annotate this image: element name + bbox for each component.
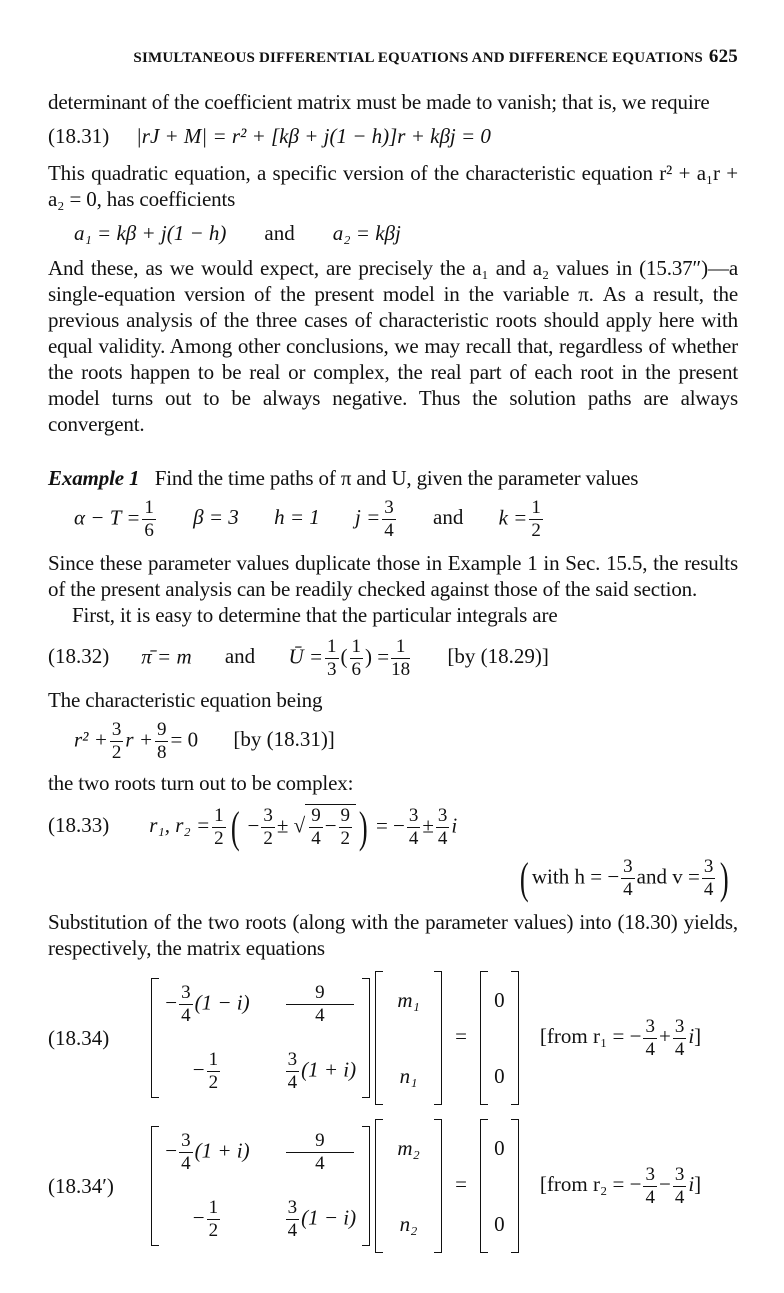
denominator: 2 — [208, 1072, 219, 1093]
equation-18-31 — [48, 123, 738, 149]
fraction — [339, 805, 353, 850]
fraction — [309, 805, 323, 850]
with-text: with h = − — [531, 864, 620, 889]
fraction — [286, 982, 355, 1027]
fraction — [391, 636, 410, 681]
fraction — [286, 1130, 355, 1175]
fraction — [179, 1130, 193, 1175]
vector-entry: n₂ — [399, 1212, 418, 1236]
numerator: 3 — [437, 805, 448, 826]
root-note: [from r₁ = − $\frac{3}{4}$ + $\frac{3}{4}$ i] — [539, 1015, 702, 1060]
param-label: α − T = — [74, 505, 141, 530]
denominator: 4 — [645, 1186, 655, 1208]
fraction — [207, 1197, 221, 1242]
denominator: 4 — [287, 1072, 298, 1093]
vector-entry: 0 — [494, 1212, 505, 1236]
equals: = — [377, 644, 390, 669]
sign: − — [658, 1171, 671, 1196]
pi-bar: π̄ = m — [141, 644, 192, 669]
characteristic-equation — [48, 719, 738, 764]
denominator: 2 — [340, 828, 351, 849]
param-h: h = 1 — [274, 505, 320, 530]
equation-18-34-prime — [48, 1119, 738, 1253]
numerator: 9 — [340, 805, 351, 826]
paragraph: Substitution of the two roots (along with the parameter values) into (18.30) yields, respectively, the matrix equations — [48, 910, 738, 960]
numerator: 1 — [208, 1197, 219, 1218]
denominator: 2 — [208, 1220, 219, 1241]
page-number: 625 — [708, 46, 738, 67]
sqrt-radicand — [305, 804, 356, 850]
factor: (1 + i) — [194, 1138, 250, 1163]
with-text: and v = — [636, 864, 700, 889]
factor: (1 − i) — [194, 990, 250, 1015]
equation-18-32: (18.32) π̄ = m and Ū = $\frac{1}{3}$ ( $\frac{1}{6}$ ) = $\frac{1}{18}$ [by (18.29)] — [48, 636, 549, 680]
numerator: 3 — [645, 1015, 655, 1037]
denominator: 2 — [531, 520, 541, 541]
paragraph: Since these parameter values duplicate those in Example 1 in Sec. 15.5, the results of the present analysis can be readily checked against those of the said section. — [48, 551, 738, 601]
paragraph: And these, as we would expect, are precisely the a₁ and a₂ values in (15.37″)—a single-equation version of the present model in the variable π. As a result, the previous analysis of the three cases of characteristic roots should apply here with equal validity. Among other conclusions, we may recall that, regardless of whether the roots happen to be real or complex, the real part of each root in the present model turns out to be always negative. Thus the solution paths are always convergent. — [48, 256, 738, 436]
fraction — [179, 982, 193, 1027]
numerator: 1 — [391, 636, 410, 659]
denominator: 2 — [111, 742, 122, 763]
numerator: 9 — [286, 1130, 355, 1153]
denominator: 8 — [156, 742, 167, 763]
unknown-vector — [375, 1119, 441, 1253]
paren: ) — [720, 853, 730, 903]
fraction — [436, 805, 450, 850]
vector-entry: n₁ — [399, 1064, 418, 1088]
fraction — [673, 1016, 687, 1061]
equals: = — [455, 1023, 467, 1048]
numerator: 1 — [214, 805, 224, 826]
fraction — [212, 805, 226, 850]
equation-number: (18.34) — [48, 1026, 110, 1050]
from-text: from r₁ = − — [546, 1023, 642, 1048]
example-label: Example 1 — [48, 466, 140, 490]
fraction — [673, 1164, 687, 1209]
equation-number: (18.32) — [48, 644, 110, 669]
denominator: 3 — [327, 659, 337, 680]
and-text: and — [264, 221, 295, 245]
paragraph: the two roots turn out to be complex: — [48, 771, 354, 795]
sign: − — [324, 813, 337, 838]
vector-entry: m₁ — [397, 988, 420, 1012]
numerator: 1 — [208, 1049, 219, 1070]
sign: ± — [422, 813, 434, 838]
sign: − — [247, 813, 260, 838]
numerator: 1 — [531, 497, 541, 518]
term: r² + — [74, 727, 108, 752]
fraction — [110, 719, 124, 764]
fraction — [350, 636, 364, 681]
equation-body: |rJ + M| = r² + [kβ + j(1 − h)]r + kβj = 0 — [136, 124, 491, 148]
numerator: 9 — [286, 982, 355, 1005]
fraction — [643, 1016, 657, 1061]
zero-vector — [480, 1119, 519, 1253]
coef-a1: a₁ = kβ + j(1 − h) — [74, 221, 227, 245]
parameter-values — [48, 497, 738, 542]
numerator: 3 — [181, 1130, 191, 1151]
equation-number: (18.31) — [48, 124, 110, 148]
from-text: from r₂ = − — [546, 1171, 642, 1196]
denominator: 4 — [315, 1153, 325, 1174]
imaginary-unit: i — [688, 1171, 695, 1196]
denominator: 4 — [703, 879, 714, 900]
and-text: and — [433, 505, 464, 530]
imaginary-unit: i — [688, 1023, 695, 1048]
fraction — [407, 805, 421, 850]
numerator: 3 — [287, 1049, 298, 1070]
denominator: 6 — [351, 659, 362, 680]
denominator: 4 — [315, 1005, 325, 1026]
denominator: 4 — [623, 879, 633, 900]
header-title: SIMULTANEOUS DIFFERENTIAL EQUATIONS AND DIFFERENCE EQUATIONS — [133, 50, 703, 66]
fraction — [286, 1197, 300, 1242]
numerator: 3 — [645, 1163, 655, 1185]
numerator: 3 — [287, 1197, 298, 1218]
sign: − — [192, 1057, 205, 1082]
numerator: 3 — [703, 856, 714, 877]
u-bar: Ū = — [288, 644, 324, 669]
numerator: 1 — [351, 636, 362, 657]
denominator: 18 — [391, 659, 411, 680]
fraction — [286, 1049, 300, 1094]
numerator: 3 — [408, 805, 419, 826]
unknown-vector — [375, 971, 441, 1105]
example-heading — [48, 465, 738, 491]
paragraph: determinant of the coefficient matrix must be made to vanish; that is, we require — [48, 90, 710, 114]
numerator: 9 — [311, 805, 321, 826]
reference: [by (18.31)] — [233, 727, 335, 752]
sign: ± — [276, 813, 289, 838]
paren: ( — [230, 802, 240, 852]
paragraph: The characteristic equation being — [48, 688, 323, 712]
sign: − — [165, 990, 178, 1015]
numerator: 3 — [111, 719, 122, 740]
root-note: [from r₂ = − $\frac{3}{4}$ − $\frac{3}{4}$ i] — [539, 1163, 702, 1208]
paragraph: This quadratic equation, a specific version of the characteristic equation r² + a₁r + a₂ = 0, has coefficients — [48, 161, 738, 211]
coefficients — [48, 220, 738, 246]
fraction — [702, 856, 716, 901]
sign: + — [658, 1023, 671, 1048]
term: r + — [125, 727, 153, 752]
numerator: 3 — [623, 856, 633, 877]
denominator: 4 — [674, 1038, 685, 1060]
fraction — [261, 805, 275, 850]
denominator: 4 — [674, 1186, 685, 1208]
and-text: and — [224, 644, 256, 669]
denominator: 4 — [287, 1220, 298, 1241]
numerator: 3 — [674, 1163, 685, 1185]
fraction — [142, 497, 156, 542]
sign: − — [192, 1205, 205, 1230]
fraction — [325, 636, 339, 681]
param-beta: β = 3 — [193, 505, 239, 530]
vector-entry: 0 — [494, 1136, 505, 1160]
equals: = − — [375, 813, 405, 838]
numerator: 3 — [263, 805, 273, 826]
paren: ) — [358, 802, 368, 852]
fraction — [155, 719, 169, 764]
coefficient-matrix — [151, 978, 370, 1098]
param-label: j = — [354, 505, 381, 530]
vector-entry: m₂ — [397, 1136, 420, 1160]
numerator: 3 — [384, 497, 394, 518]
coef-a2: a₂ = kβj — [332, 221, 401, 245]
fraction — [529, 497, 543, 542]
numerator: 1 — [327, 636, 337, 657]
paren: ( — [520, 853, 529, 903]
example-text: Find the time paths of π and U, given the parameter values — [154, 466, 639, 490]
equation-number: (18.33) — [48, 813, 110, 838]
param-label: k = — [498, 505, 528, 530]
denominator: 2 — [214, 828, 224, 849]
denominator: 4 — [311, 828, 321, 849]
vector-entry: 0 — [494, 1064, 505, 1088]
zero-vector — [480, 971, 519, 1105]
vector-entry: 0 — [494, 988, 505, 1012]
factor: (1 − i) — [301, 1205, 357, 1230]
fraction — [621, 856, 635, 901]
term: = 0 — [170, 727, 199, 752]
running-header — [48, 44, 738, 71]
coefficient-matrix — [151, 1126, 370, 1246]
fraction — [643, 1164, 657, 1209]
fraction — [382, 497, 396, 542]
equation-number: (18.34′) — [48, 1174, 114, 1198]
fraction — [207, 1049, 221, 1094]
numerator: 3 — [674, 1015, 685, 1037]
imaginary-unit: i — [451, 813, 458, 838]
paragraph: First, it is easy to determine that the particular integrals are — [72, 603, 558, 627]
roots-label: r₁, r₂ = — [149, 813, 211, 838]
numerator: 3 — [181, 982, 191, 1003]
factor: (1 + i) — [301, 1057, 357, 1082]
with-note — [48, 853, 738, 903]
reference: [by (18.29)] — [447, 644, 549, 669]
denominator: 4 — [437, 828, 448, 849]
denominator: 4 — [408, 828, 419, 849]
denominator: 4 — [181, 1153, 191, 1174]
numerator: 1 — [144, 497, 154, 518]
denominator: 2 — [263, 828, 273, 849]
equation-18-34 — [48, 971, 738, 1105]
equals: = — [455, 1171, 467, 1196]
sign: − — [165, 1138, 178, 1163]
numerator: 9 — [156, 719, 167, 740]
denominator: 6 — [144, 520, 154, 541]
denominator: 4 — [181, 1005, 191, 1026]
denominator: 4 — [645, 1038, 655, 1060]
denominator: 4 — [384, 520, 394, 541]
equation-18-33: (18.33) r₁, r₂ = $\frac{1}{2}$ ( − $\frac{3}{2}$ ± √ $\frac{9}{4}$ − $\frac{9}{2}$ ) = − $\frac{3}{4}$ ± $\frac{3}{4}$ i — [48, 802, 458, 852]
